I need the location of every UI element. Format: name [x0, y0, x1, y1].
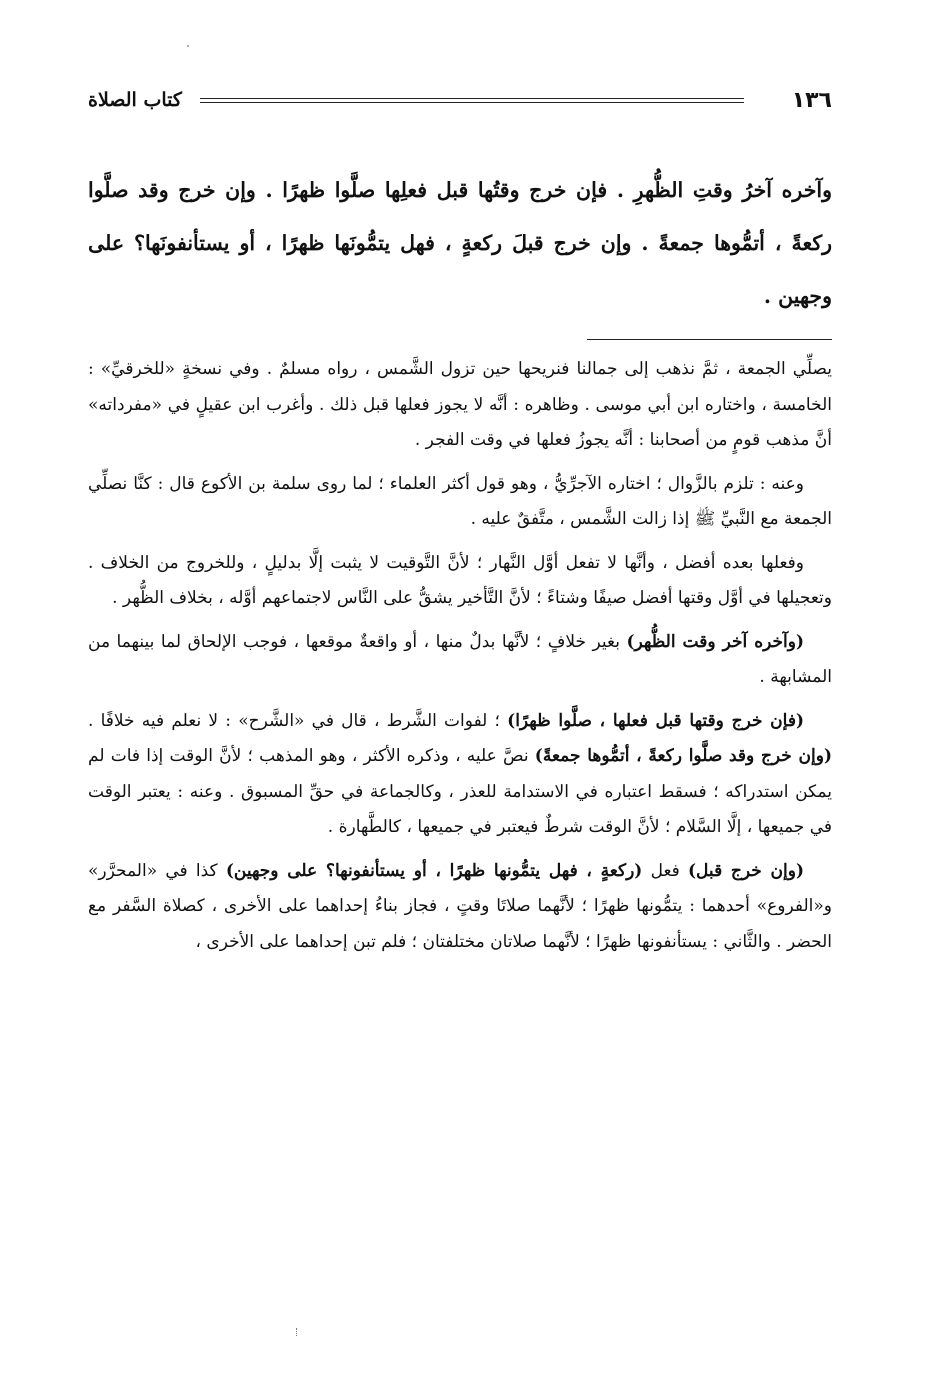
scan-speck-bottom: [296, 1328, 300, 1336]
sharh-paragraph-1: يصلِّي الجمعة ، ثمَّ نذهب إلى جمالنا فنريحها حين تزول الشَّمس ، رواه مسلمٌ . وفي نسخةٍ «للخرقيِّ» : الخامسة ، واختاره ابن أبي موسى . وظاهره : أنَّه لا يجوز فعلها قبل ذلك . وأغرب ابن عقيلٍ في «مفرداته» أنَّ مذهب قومٍ من أصحابنا : أنَّه يجوزُ فعلها في وقت الفجر .: [88, 359, 832, 450]
sharh-paragraph-6: [88, 854, 832, 961]
commentary-text: ؛ لفوات الشَّرط ، قال في «الشَّرح» : لا نعلم فيه خلافًا .: [88, 710, 508, 731]
sharh-commentary: [88, 352, 832, 960]
book-page: [88, 80, 832, 1320]
header-rule: [200, 98, 744, 103]
commentary-text: نصَّ عليه ، وذكره الأكثر ، وهو المذهب ؛ لأنَّ الوقت إذا فات لم يمكن استدراكه ؛ فسقط اعتباره في الاستدامة للعذر ، وكالجماعة في حقِّ المسبوق . وعنه : يعتبر الوقت في جميعها ، إلَّا السَّلام ؛ لأنَّ الوقت شرطٌ فيعتبر في جميعها ، كالطَّهارة .: [88, 746, 832, 837]
quoted-matn: (وإن خرج وقد صلَّوا ركعةً ، أتمُّوها جمعةً): [534, 746, 833, 766]
scan-speck: [187, 45, 189, 47]
commentary-text: فعل: [642, 860, 689, 881]
commentary-text: كذا في «المحرَّر» و«الفروع» أحدهما : يتمُّونها ظهرًا ؛ لأنَّهما صلاتَا وقتٍ ، فجاز بناءُ إحداهما على الأخرى ، كصلاة السَّفر مع الحضر . والثَّاني : يستأنفونها ظهرًا ؛ لأنَّهما صلاتان مختلفتان ؛ فلم تبن إحداهما على الأخرى ،: [88, 860, 832, 952]
book-title: كتاب الصلاة: [88, 89, 182, 111]
quoted-matn: (ركعةٍ ، فهل يتمُّونها ظهرًا ، أو يستأنفونها؟ على وجهين): [225, 860, 643, 881]
sharh-paragraph-5: [88, 704, 832, 846]
page-number: ١٣٦: [791, 87, 832, 113]
sharh-paragraph-2: وعنه : تلزم بالزَّوال ؛ اختاره الآجرِّيُّ ، وهو قول أكثر العلماء ؛ لما روى سلمة بن الأكوع قال : كنَّا نصلِّي الجمعة مع النَّبيِّ ﷺ إذا زالت الشَّمس ، متَّفقٌ عليه .: [88, 473, 832, 529]
matn-text: وآخره آخرُ وقتِ الظُّهرِ . فإن خرج وقتُها قبل فعلِها صلَّوا ظهرًا . وإن خرج وقد صلَّوا ركعةً ، أتمُّوها جمعةً . وإن خرج قبلَ ركعةٍ ، فهل يتمُّونَها ظهرًا ، أو يستأنفونَها؟ على وجهين .: [88, 178, 832, 308]
commentary-text: بغير خلافٍ ؛ لأنَّها بدلٌ منها ، أو واقعةٌ موقعها ، فوجب الإلحاق لما بينهما من المشابهة .: [88, 631, 832, 687]
footnote-separator: [587, 339, 832, 340]
quoted-matn: (فإن خرج وقتها قبل فعلها ، صلَّوا ظهرًا): [507, 710, 805, 731]
sharh-paragraph-4: [88, 625, 832, 696]
running-header: [88, 80, 832, 120]
quoted-matn: (وإن خرج قبل): [688, 860, 805, 881]
sharh-paragraph-3: وفعلها بعده أفضل ، وأنَّها لا تفعل أوَّل النَّهار ؛ لأنَّ التَّوقيت لا يثبت إلَّا بدليلٍ ، وللخروج من الخلاف . وتعجيلها في أوَّل وقتها أفضل صيفًا وشتاءً ؛ لأنَّ التَّأخير يشقُّ على النَّاس لاجتماعهم أوَّله ، بخلاف الظُّهر .: [88, 552, 832, 608]
quoted-matn: (وآخره آخر وقت الظُّهر): [626, 631, 804, 652]
